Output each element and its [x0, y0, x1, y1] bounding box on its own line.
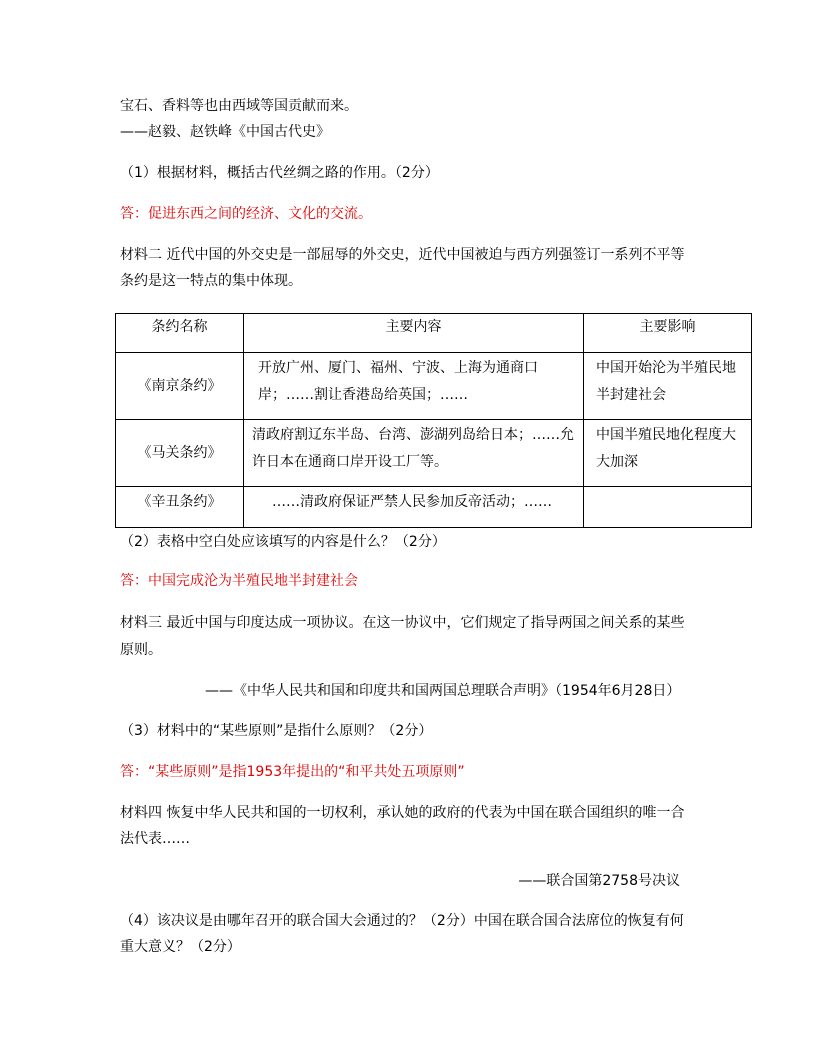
header-main-impact: 主要影响	[584, 314, 752, 353]
material-2-line-1: 材料二 近代中国的外交史是一部屈辱的外交史，近代中国被迫与西方列强签订一系列不平等	[120, 247, 685, 263]
treaty-impact: 中国开始沦为半殖民地半封建社会	[584, 353, 752, 420]
answer-2: 答：中国完成沦为半殖民地半封建社会	[120, 573, 358, 589]
answer-1: 答：促进东西之间的经济、文化的交流。	[120, 206, 372, 222]
material-3-source: ——《中华人民共和国和印度共和国两国总理联合声明》（1954年6月28日）	[205, 683, 681, 699]
treaty-name: 《南京条约》	[116, 353, 244, 420]
treaty-table	[115, 313, 752, 528]
question-1: （1）根据材料，概括古代丝绸之路的作用。（2分）	[120, 165, 439, 181]
treaty-impact: 中国半殖民地化程度大大加深	[584, 420, 752, 487]
treaty-name: 《辛丑条约》	[116, 487, 244, 528]
table-row	[116, 420, 752, 487]
question-3: （3）材料中的“某些原则”是指什么原则？（2分）	[120, 723, 433, 739]
header-main-content: 主要内容	[244, 314, 584, 353]
material-4-line-2: 法代表……	[120, 831, 190, 847]
question-4-line-2: 重大意义？（2分）	[120, 939, 241, 955]
treaty-content: ……清政府保证严禁人民参加反帝活动；……	[244, 487, 584, 528]
material-3-line-1: 材料三 最近中国与印度达成一项协议。在这一协议中，它们规定了指导两国之间关系的某些	[120, 615, 685, 631]
treaty-content: 清政府割辽东半岛、台湾、澎湖列岛给日本；……允许日本在通商口岸开设工厂等。	[244, 420, 584, 487]
intro-line: 宝石、香料等也由西域等国贡献而来。	[120, 98, 358, 114]
question-2: （2）表格中空白处应该填写的内容是什么？（2分）	[120, 534, 446, 550]
table-row	[116, 487, 752, 528]
treaty-impact-blank	[584, 487, 752, 528]
answer-3: 答：“某些原则”是指1953年提出的“和平共处五项原则”	[120, 764, 465, 780]
table-row	[116, 353, 752, 420]
material-4-source: ——联合国第2758号决议	[518, 873, 680, 889]
treaty-content: 开放广州、厦门、福州、宁波、上海为通商口岸；……割让香港岛给英国；……	[244, 353, 584, 420]
material-4-line-1: 材料四 恢复中华人民共和国的一切权利，承认她的政府的代表为中国在联合国组织的唯一合	[120, 805, 685, 821]
table-header-row	[116, 314, 752, 353]
material-3-line-2: 原则。	[120, 642, 162, 658]
question-4-line-1: （4）该决议是由哪年召开的联合国大会通过的？（2分）中国在联合国合法席位的恢复有何	[120, 913, 684, 929]
header-treaty-name: 条约名称	[116, 314, 244, 353]
treaty-name: 《马关条约》	[116, 420, 244, 487]
material-2-line-2: 条约是这一特点的集中体现。	[120, 273, 302, 289]
intro-source: ——赵毅、赵铁峰《中国古代史》	[120, 124, 330, 140]
